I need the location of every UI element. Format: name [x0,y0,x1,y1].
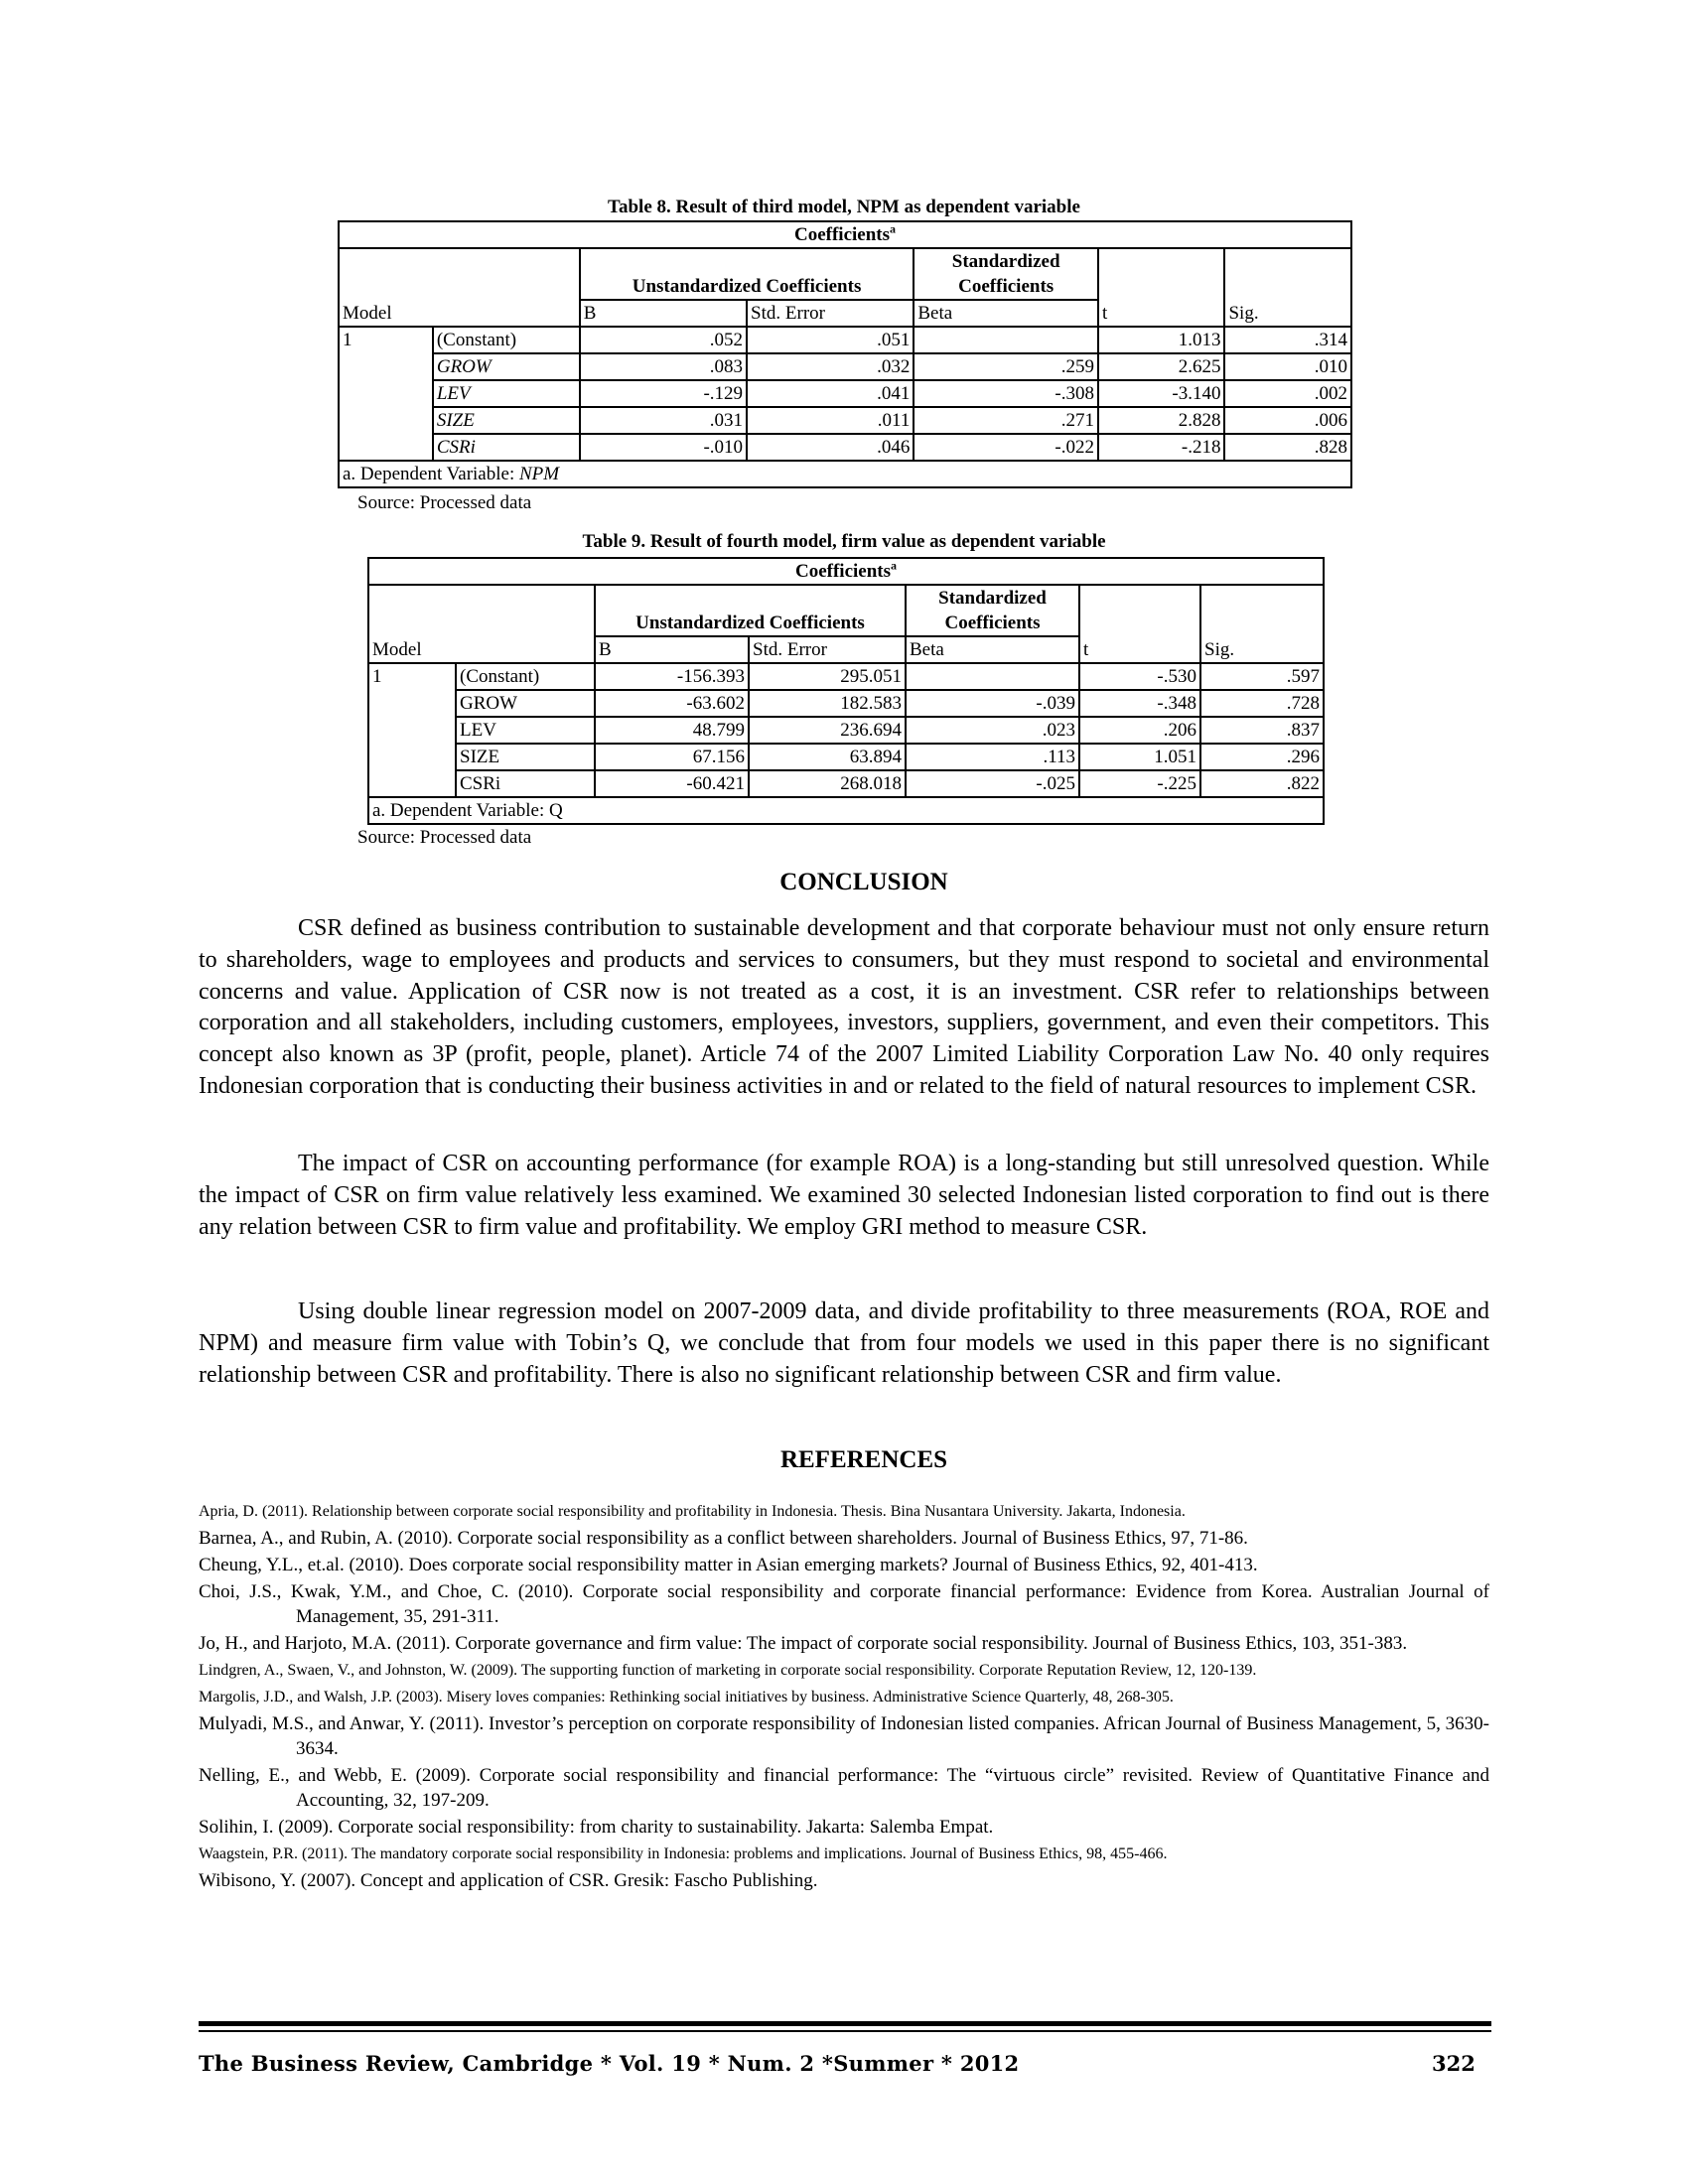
table-row: LEV -.129 .041 -.308 -3.140 .002 [339,380,1351,407]
table9-unstd-header: Unstandardized Coefficients [595,585,906,636]
table8-footnote: a. Dependent Variable: NPM [339,461,1351,487]
conclusion-paragraph-2: The impact of CSR on accounting performance (for example ROA) is a long-standing but still unresolved question. While the impact of CSR on firm value relatively less examined. We examined 30 selected Indonesian listed corporation to find out is there any relation between CSR to firm value and profitability. We employ GRI method to measure CSR. [199,1151,1489,1240]
table9-col-b: B [595,636,749,663]
table9-col-beta: Beta [906,636,1079,663]
footer-rule-thick [199,2021,1491,2026]
table9-col-t: t [1079,636,1200,663]
table8-caption: Table 8. Result of third model, NPM as dependent variable [608,197,1080,217]
table9-footnote: a. Dependent Variable: Q [368,797,1324,824]
table8-std-header: Standardized Coefficients [914,248,1098,300]
table8-col-model: Model [339,300,580,327]
table-row: 1 (Constant) -156.393 295.051 -.530 .597 [368,663,1324,690]
page-number: 322 [1432,2051,1476,2076]
table-row: SIZE 67.156 63.894 .113 1.051 .296 [368,744,1324,770]
footer-journal: The Business Review, Cambridge * Vol. 19 * Num. 2 *Summer * 2012 [199,2051,1020,2076]
table8-col-t: t [1098,300,1225,327]
list-item: Cheung, Y.L., et.al. (2010). Does corporate social responsibility matter in Asian emerging markets? Journal of Business Ethics, 92, 401-413. [199,1555,1258,1575]
conclusion-paragraph-3: Using double linear regression model on 2007-2009 data, and divide profitability to three measurements (ROA, ROE and NPM) and measure firm value with Tobin’s Q, we conclude that from four models we used in this paper there is no significant relationship between CSR and profitability. There is also no significant relationship between CSR and firm value. [199,1298,1489,1388]
table8-col-b: B [580,300,747,327]
list-item: Waagstein, P.R. (2011). The mandatory corporate social responsibility in Indonesia: problems and implications. Journal of Business Ethics, 98, 455-466. [199,1845,1168,1862]
list-item: Margolis, J.D., and Walsh, J.P. (2003). Misery loves companies: Rethinking social initiatives by business. Administrative Science Quarterly, 48, 268-305. [199,1689,1174,1706]
list-item: Nelling, E., and Webb, E. (2009). Corporate social responsibility and financial performance: The “virtuous circle” revisited. Review of Quantitative Finance and Accounting, 32, 197-209. [199,1765,1489,1811]
table9-source: Source: Processed data [357,827,532,848]
table-row: GROW .083 .032 .259 2.625 .010 [339,353,1351,380]
list-item: Solihin, I. (2009). Corporate social responsibility: from charity to sustainability. Jakarta: Salemba Empat. [199,1817,994,1838]
table9-col-sig: Sig. [1200,636,1324,663]
table-row: SIZE .031 .011 .271 2.828 .006 [339,407,1351,434]
table9-title: Coefficients$^a$ [368,558,1324,585]
list-item: Lindgren, A., Swaen, V., and Johnston, W. (2009). The supporting function of marketing in corporate social responsibility. Corporate Reputation Review, 12, 120-139. [199,1662,1257,1679]
table8-unstd-header: Unstandardized Coefficients [580,248,914,300]
table8 [338,220,1352,488]
table8-title: Coefficients$^a$ [339,221,1351,248]
list-item: Apria, D. (2011). Relationship between corporate social responsibility and profitability in Indonesia. Thesis. Bina Nusantara University. Jakarta, Indonesia. [199,1503,1186,1520]
table8-col-beta: Beta [914,300,1098,327]
list-item: Jo, H., and Harjoto, M.A. (2011). Corporate governance and firm value: The impact of corporate social responsibility. Journal of Business Ethics, 103, 351-383. [199,1633,1408,1654]
table-row: GROW -63.602 182.583 -.039 -.348 .728 [368,690,1324,717]
conclusion-paragraph-1: CSR defined as business contribution to sustainable development and that corporate behaviour must not only ensure return to shareholders, wage to employees and products and services to consumers, but they must respond to societal and environmental concerns and value. Application of CSR now is not treated as a cost, it is an investment. CSR refer to relationships between corporation and all stakeholders, including customers, employees, investors, suppliers, government, and even their competitors. This concept also known as 3P (profit, people, planet). Article 74 of the 2007 Limited Liability Corporation Law No. 40 only requires Indonesian corporation that is conducting their business activities in and or related to the field of natural resources to implement CSR. [199,915,1489,1099]
table9 [367,557,1325,825]
table9-col-model: Model [368,636,595,663]
table-row: CSRi -60.421 268.018 -.025 -.225 .822 [368,770,1324,797]
table-row: LEV 48.799 236.694 .023 .206 .837 [368,717,1324,744]
conclusion-heading: CONCLUSION [779,869,948,895]
table9-caption: Table 9. Result of fourth model, firm value as dependent variable [582,531,1106,552]
footer-rule-thin [199,2030,1491,2032]
table9-std-header: Standardized Coefficients [906,585,1079,636]
list-item: Choi, J.S., Kwak, Y.M., and Choe, C. (2010). Corporate social responsibility and corporate financial performance: Evidence from Korea. Australian Journal of Management, 35, 291-311. [199,1581,1489,1627]
table8-source: Source: Processed data [357,492,532,513]
table8-col-sig: Sig. [1224,300,1351,327]
list-item: Mulyadi, M.S., and Anwar, Y. (2011). Investor’s perception on corporate responsibility of Indonesian listed companies. African Journal of Business Management, 5, 3630-3634. [199,1713,1489,1759]
references-list [199,1499,1489,1895]
table-row: 1 (Constant) .052 .051 1.013 .314 [339,327,1351,353]
table-row: CSRi -.010 .046 -.022 -.218 .828 [339,434,1351,461]
list-item: Barnea, A., and Rubin, A. (2010). Corporate social responsibility as a conflict between shareholders. Journal of Business Ethics, 97, 71-86. [199,1528,1248,1549]
table9-col-se: Std. Error [749,636,906,663]
table8-col-se: Std. Error [747,300,914,327]
list-item: Wibisono, Y. (2007). Concept and application of CSR. Gresik: Fascho Publishing. [199,1870,818,1891]
references-heading: REFERENCES [779,1446,948,1473]
